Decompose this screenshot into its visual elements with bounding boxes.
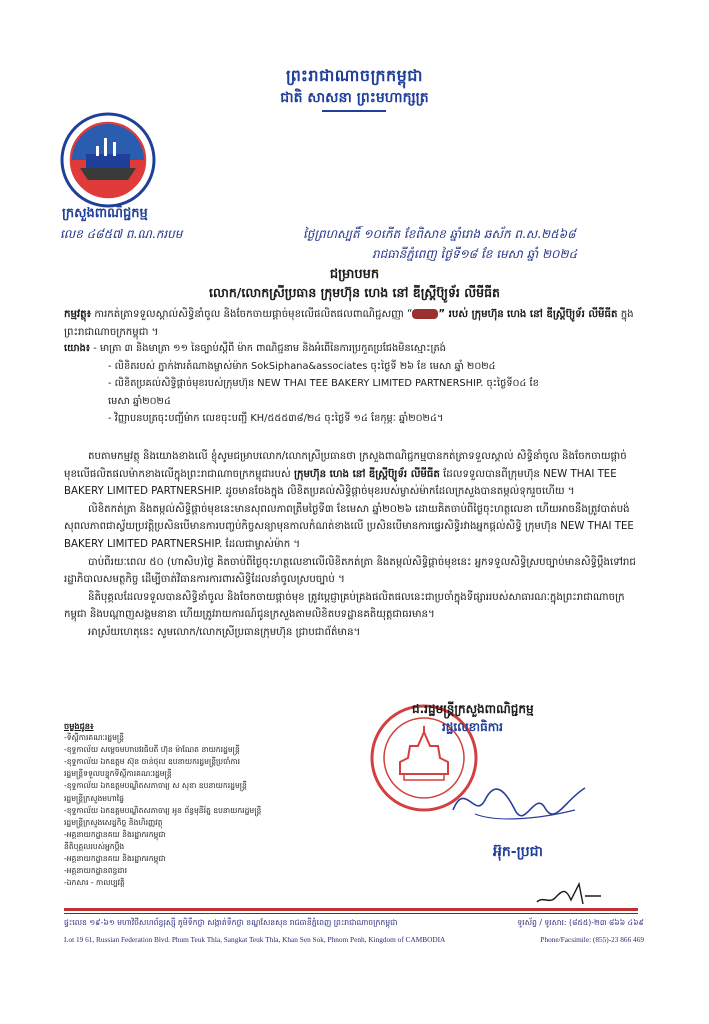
paragraph-1-company: ក្រុមហ៊ុន ហេង នៅ [293, 468, 366, 480]
paragraph-1-company-2: ឌីស្ត្រីប៊្យូទ័រ លីមីធីត [368, 468, 440, 480]
reference-item: - លិខិតប្រគល់សិទ្ធិផ្តាច់មុខរបស់ក្រុមហ៊ុន NEW THAI TEE BAKERY LIMITED PARTNERSHIP. ចុះថ្ងៃទី០៤ ខែ [108, 378, 539, 390]
cc-item: រដ្ឋមន្ត្រីក្រសួងសេដ្ឋកិច្ច និងហិរញ្ញវត្ថុ [64, 817, 163, 827]
cc-item: -ខុទ្ទកាល័យ ឯកឧត្តមបណ្ឌិតសភាចារ្យ អូន ព័ន្ធមុនីរ័ត្ន ឧបនាយករដ្ឋមន្ត្រី [64, 805, 262, 815]
cc-list [64, 720, 334, 889]
subject-label: កម្មវត្ថុ៖ [64, 309, 92, 320]
paragraph-1b: សិទ្ធិនាំចូល និងចែកចាយផ្តាច់មុខលើផលិតផលម៉ាកខាងលើក្នុងព្រះរាជាណាចក្រកម្ពុជារបស់ [64, 451, 627, 480]
signatory-rank: រដ្ឋលេខាធិការ [442, 720, 503, 734]
reference-item: - មាត្រា ៣ និងមាត្រា ១១ នៃច្បាប់ស្តីពី ម៉ាក ពាណិជ្ជនាម និងអំពើនៃការប្រកួតប្រជែងមិនស្មោះត្រង់ [93, 343, 446, 354]
signatory-title [412, 700, 632, 736]
brand-logo-icon [412, 309, 438, 319]
subject-text: ការកត់ត្រាទទួលស្គាល់សិទ្ធិនាំចូល និងចែកចាយផ្តាច់មុខលើផលិតផលពាណិជ្ជសញ្ញា “ [94, 309, 413, 320]
footer-khmer [64, 917, 644, 929]
salutation: ជម្រាបមក [329, 267, 380, 282]
signatory-position: ជ.រដ្ឋមន្ត្រីក្រសួងពាណិជ្ជកម្ម [412, 702, 534, 716]
solar-date: រាជធានីភ្នំពេញ ថ្ងៃទី១៨ ខែ មេសា ឆ្នាំ ២០២៤ [372, 247, 578, 261]
footer-khmer-address: ផ្ទះលេខ ១៩-៦១ មហាវិថីសហព័ន្ធរុស្ស៊ី ភូមិទឹកថ្លា សង្កាត់ទឹកថ្លា ខណ្ឌសែនសុខ រាជធានីភ្នំពេញ ព្រះរាជាណាចក្រកម្ពុជា [64, 918, 398, 927]
footer-divider-blue [64, 913, 638, 914]
footer-english-address: Lot 19 61, Russian Federation Blvd. Phum Teuk Thla, Sangkat Teuk Thla, Khan Sen Sok, Phnom Penh, Kingdom of CAMBODIA [64, 935, 446, 944]
cc-item: រដ្ឋមន្ត្រីក្រសួងមហាផ្ទៃ [64, 793, 124, 803]
lunar-date: ថ្ងៃព្រហស្បតិ៍ ១០កើត ខែពិសាខ ឆ្នាំរោង ឆស័ក ព.ស.២៥៦៨ [303, 227, 576, 241]
reference-item: - វិញ្ញាបនបត្រចុះបញ្ជីម៉ាក លេខចុះបញ្ជី KH/៥៥៥៣៨/២៤ ចុះថ្ងៃទី ១៤ ខែកុម្ភៈ ឆ្នាំ២០២៤។ [108, 413, 444, 425]
ministry-logo [58, 110, 158, 210]
cc-item: -ទីស្តីការគណៈរដ្ឋមន្ត្រី [64, 733, 124, 743]
paragraph-4: និតិបុគ្គលដែលទទួលបានសិទ្ធិនាំចូល និងចែកចាយផ្តាច់មុខ ត្រូវប្តេជ្ញាគ្រប់គ្រងផលិតផលនេះជាប្រចាំក្នុងទីផ្សាររបស់សាធារណៈក្នុងព្រះរាជាណាចក្រកម្ពុជា និងបណ្តាញសង្គមនានា ហើយត្រូវរាយការណ៍ជូនក្រសួងតាមលិខិតបទដ្ឋានគតិយុត្តជាធរមាន។ [64, 591, 625, 621]
cc-title: ចម្លងជូន៖ [64, 721, 94, 731]
cc-item: -ខុទ្ទកាល័យ ឯកឧត្តមបណ្ឌិតសភាចារ្យ ស សុខា ឧបនាយករដ្ឋមន្ត្រី [64, 781, 247, 791]
cc-item: រដ្ឋមន្ត្រីទទួលបន្ទុកទីស្តីការគណៈរដ្ឋមន្ត្រី [64, 769, 172, 779]
paragraph-3: បាប់ពីរយៈពេល ៥០ (ហាសិប)ថ្ងៃ គិតចាប់ពីថ្ងៃចុះហត្ថលេខាលើលិខិតកត់ត្រា និងតម្កល់សិទ្ធិផ្តាច់មុខនេះ អ្នកទទួលសិទ្ធិស្របច្បាប់មានសិទ្ធិប្តឹងទៅរាជរដ្ឋាភិបាលសមត្ថកិច្ច ដើម្បីចាត់វិធានការការពារសិទ្ធិដែលនាំចូលស្របច្បាប់ ។ [64, 556, 636, 586]
subject-company: ហេង នៅ ឌីស្ត្រីប៊្យូទ័រ លីមីធីត [506, 309, 618, 320]
references-block [64, 340, 644, 428]
paragraph-1d: លិខិតប្រគល់សិទ្ធិផ្តាច់មុខរបស់ម្ចាស់ម៉ាកដែលក្រសួងបានតម្កល់ទុករួចហើយ ។ [286, 486, 575, 498]
reference-item: មេសា ឆ្នាំ២០២៤ [108, 395, 171, 407]
paragraph-1a: តបតាមកម្មវត្ថុ និងយោងខាងលើ ខ្ញុំសូមជម្រាបលោក/លោកស្រីប្រធានថា ក្រសួងពាណិជ្ជកម្មបានកត់ត្រាទទួលស្គាល់ [88, 451, 514, 462]
ministry-name: ក្រសួងពាណិជ្ជកម្ម [62, 206, 148, 221]
motto-heading: ជាតិ សាសនា ព្រះមហាក្សត្រ [280, 90, 429, 106]
reference-item: - លិខិតរបស់ ភ្នាក់ងារតំណាងម្ចាស់ម៉ាក SokSiphana&associates ចុះថ្ងៃទី ២៦ ខែ មេសា ឆ្នាំ ២០២៤ [108, 360, 496, 372]
references-label: យោង៖ [64, 343, 91, 354]
kingdom-heading: ព្រះរាជាណាចក្រកម្ពុជា [285, 66, 424, 85]
handwritten-signature [445, 770, 595, 830]
reference-number: លេខ ៤៨៥៧ ព.ណ.ករបម [60, 227, 183, 241]
recipient: លោក/លោកស្រីប្រធាន ក្រុមហ៊ុន ហេង នៅ ឌីស្ត្រីប៊្យូទ័រ លីមីធីត [209, 285, 500, 300]
footer-divider-red [64, 908, 638, 911]
cc-item: នីតិបុគ្គលរបស់អ្នកប្តឹង [64, 841, 125, 851]
paragraph-1c: ដែលទទួលបានពីក្រុមហ៊ុន NEW THAI TEE BAKERY LIMITED PARTNERSHIP. ដូចមានចែងក្នុង [64, 468, 617, 498]
subject-tail: ក្នុងព្រះរាជាណាចក្រកម្ពុជា ។ [64, 309, 634, 338]
body-text [64, 448, 644, 642]
cc-item: -ឯកសារ - កាលប្បវត្តិ [64, 878, 125, 888]
initials-mark [535, 876, 605, 910]
footer-english [64, 935, 644, 944]
cc-item: -ខុទ្ទកាល័យ ឯកឧត្តម ស៊ុន ចាន់ថុល ឧបនាយករដ្ឋមន្ត្រីប្រចាំការ [64, 757, 240, 767]
paragraph-5: អាស្រ័យហេតុនេះ សូមលោក/លោកស្រីប្រធានក្រុមហ៊ុន ជ្រាបជាព័ត៌មាន។ [88, 626, 361, 638]
subject-text-2: ” របស់ ក្រុមហ៊ុន [438, 309, 504, 320]
signer-name: អ៊ុក-ប្រជា [493, 844, 543, 860]
cc-item: -អគ្គនាយកដ្ឋានពន្ធដារ [64, 866, 127, 876]
cc-item: -ខុទ្ទកាល័យ សម្តេចមហាបវរធិបតី ហ៊ុន ម៉ាណែត នាយករដ្ឋមន្ត្រី [64, 745, 240, 755]
cc-item: -អគ្គនាយកដ្ឋានគយ និងរដ្ឋាករកម្ពុជា [64, 829, 166, 839]
cc-item: -អគ្គនាយកដ្ឋានគយ និងរដ្ឋាករកម្ពុជា [64, 854, 166, 864]
header-divider [322, 110, 386, 112]
footer-khmer-phone: ទូរស័ព្ទ / ទូរសារ: (៨៥៥)-២៣ ៨៦៦ ៤៦៩ [517, 918, 644, 927]
paragraph-2: លិខិតកត់ត្រា និងតម្កល់សិទ្ធិផ្តាច់មុខនេះមានសុពលភាពត្រឹមថ្ងៃទី៣ ខែមេសា ឆ្នាំ២០២៦ ដោយគិតចាប់ពីថ្ងៃចុះហត្ថលេខា ហើយអាចនឹងត្រូវបាត់បង់សុពលភាពជាស្វ័យប្រវត្តិប្រសិនបើមានការបញ្ចប់កិច្ចសន្យាមុនកាលកំណត់ខាងលើ ប្រសិនបើមានការផ្ទេរសិទ្ធិរវាងអ្នកផ្តល់សិទ្ធិ ក្រុមហ៊ុន NEW THAI TEE BAKERY LIMITED PARTNERSHIP. ដែលជាម្ចាស់ម៉ាក ។ [64, 503, 634, 550]
subject-block [64, 306, 644, 341]
footer-english-phone: Phone/Facsimile: (855)-23 866 469 [540, 935, 644, 944]
